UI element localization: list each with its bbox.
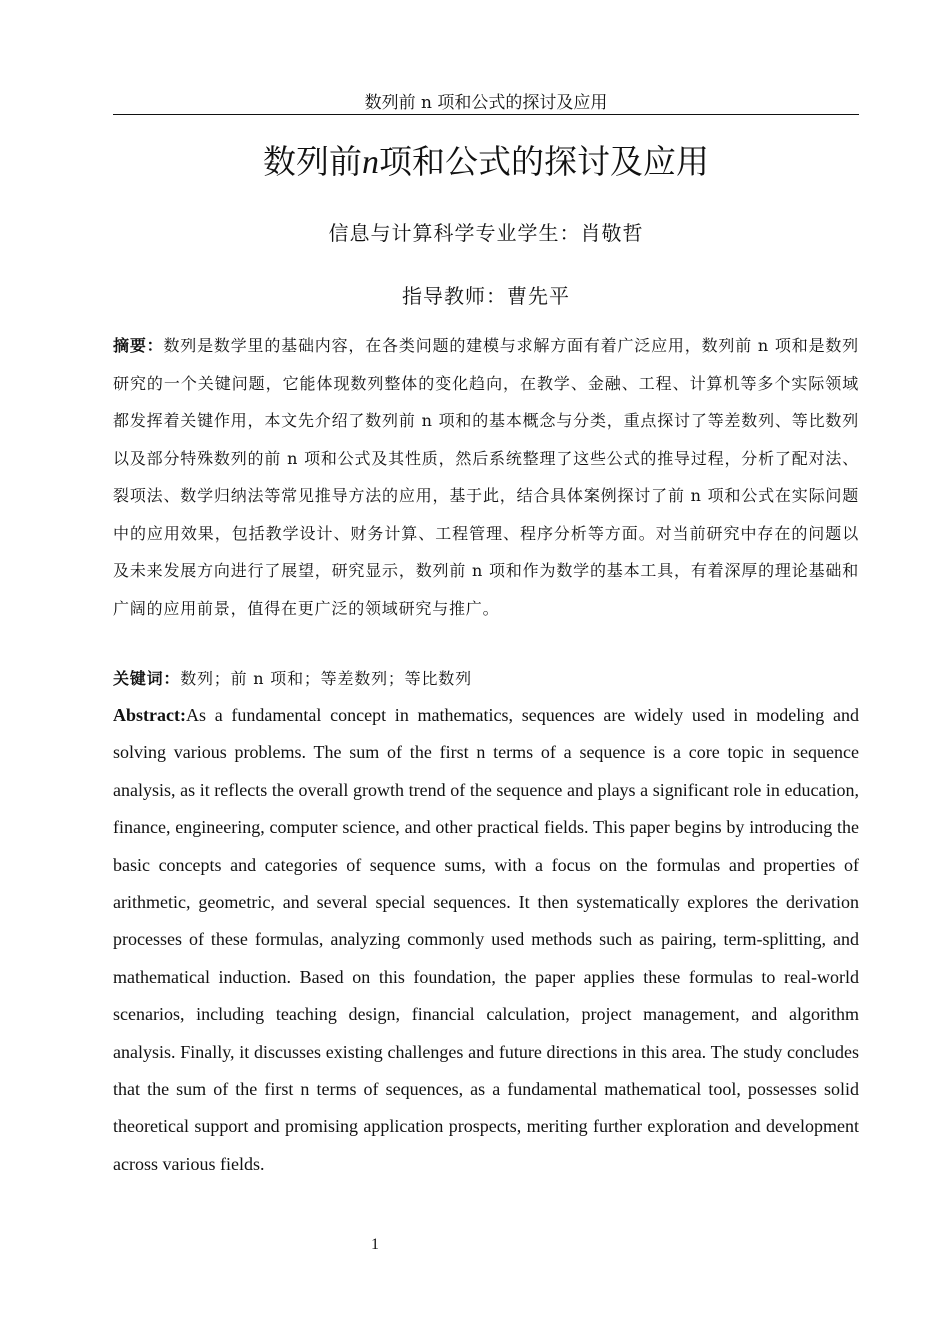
page-number: 1 (371, 1236, 379, 1253)
keywords (113, 664, 859, 694)
chinese-abstract-label: 摘要： (113, 336, 164, 355)
chinese-abstract (113, 327, 859, 627)
author-line: 信息与计算科学专业学生：肖敬哲 (328, 221, 644, 245)
running-header: 数列前 n 项和公式的探讨及应用 (364, 93, 608, 113)
english-abstract (113, 697, 859, 1183)
english-abstract-text: As a fundamental concept in mathematics, sequences are widely used in modeling and solving various problems. The sum of the first n terms of a sequence is a core topic in sequence analysis, as it reflects the overall growth trend of the sequence and plays a significant role in education, finance, engineering, computer science, and other practical fields. This paper begins by introducing the basic concepts and categories of sequence sums, with a focus on the formulas and properties of arithmetic, geometric, and several special sequences. It then systematically explores the derivation processes of these formulas, analyzing commonly used methods such as pairing, term-splitting, and mathematical induction. Based on this foundation, the paper applies these formulas to real-world scenarios, including teaching design, financial calculation, project management, and algorithm analysis. Finally, it discusses existing challenges and future directions in this area. The study concludes that the sum of the first n terms of sequences, as a fundamental mathematical tool, possesses solid theoretical support and promising application prospects, meriting further exploration and development across various fields. (113, 705, 859, 1174)
english-abstract-label: Abstract: (113, 705, 186, 725)
paper-title (113, 140, 859, 185)
title-suffix: 项和公式的探讨及应用 (379, 142, 709, 181)
advisor-line: 指导教师：曹先平 (402, 284, 570, 308)
title-prefix: 数列前 (263, 142, 362, 181)
header-rule (113, 114, 859, 115)
chinese-abstract-text: 数列是数学里的基础内容，在各类问题的建模与求解方面有着广泛应用，数列前 n 项和是数列研究的一个关键问题，它能体现数列整体的变化趋向，在教学、金融、工程、计算机等多个实际领域都发挥着关键作用，本文先介绍了数列前 n 项和的基本概念与分类，重点探讨了等差数列、等比数列以及部分特殊数列的前 n 项和公式及其性质，然后系统整理了这些公式的推导过程，分析了配对法、裂项法、数学归纳法等常见推导方法的应用，基于此，结合具体案例探讨了前 n 项和公式在实际问题中的应用效果，包括教学设计、财务计算、工程管理、程序分析等方面。对当前研究中存在的问题以及未来发展方向进行了展望，研究显示，数列前 n 项和作为数学的基本工具，有着深厚的理论基础和广阔的应用前景，值得在更广泛的领域研究与推广。 (113, 336, 859, 618)
title-variable: n (362, 144, 379, 181)
keywords-text: 数列；前 n 项和；等差数列；等比数列 (180, 669, 472, 688)
keywords-label: 关键词： (113, 669, 181, 688)
